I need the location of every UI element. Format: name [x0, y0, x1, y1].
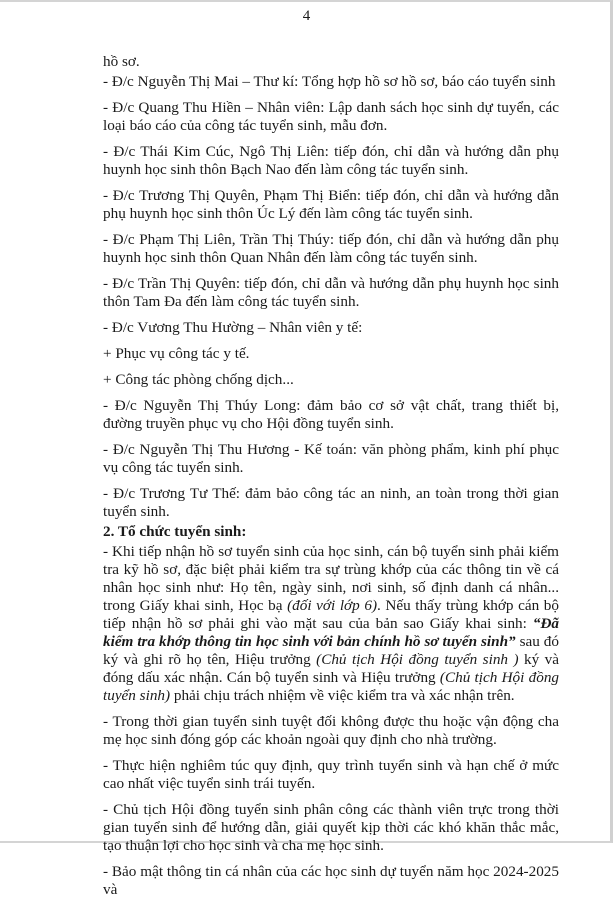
- section-heading: 2. Tổ chức tuyển sinh:: [103, 523, 247, 540]
- assignment-item: - Đ/c Trương Thị Quyên, Phạm Thị Biển: tiếp đón, chỉ dẫn và hướng dẫn phụ huynh học sinh thôn Úc Lý đến làm công tác tuyển sinh.: [103, 187, 559, 222]
- assignment-item: - Đ/c Nguyễn Thị Thúy Long: đảm bảo cơ sở vật chất, trang thiết bị, đường truyền phục vụ cho Hội đồng tuyển sinh.: [103, 397, 559, 432]
- verification-text: . Nếu thấy trùng khớp cán bộ tiếp nhận hồ sơ phải ghi vào mặt sau của bản sao Giấy khai sinh:: [103, 597, 559, 632]
- verification-italic-note: (đối với lớp 6): [287, 597, 377, 614]
- verification-italic-note: (Chủ tịch Hội đồng tuyển sinh ): [316, 651, 519, 668]
- verification-italic-note: (Chủ tịch Hội đồng tuyển sinh): [103, 669, 560, 704]
- verification-text: phải chịu trách nhiệm về việc kiểm tra và xác nhận trên.: [170, 687, 515, 704]
- assignment-item: - Đ/c Vương Thu Hường – Nhân viên y tế:: [103, 319, 363, 336]
- verification-paragraph: [103, 543, 559, 705]
- document-body: [103, 53, 559, 907]
- verification-text: ký và đóng dấu xác nhận. Cán bộ tuyển sinh và Hiệu trưởng: [103, 651, 559, 686]
- assignment-item: - Đ/c Phạm Thị Liên, Trần Thị Thúy: tiếp đón, chỉ dẫn và hướng dẫn phụ huynh học sinh thôn Quan Nhân đến làm công tác tuyển sinh.: [103, 231, 559, 266]
- verification-quote: “Đã kiểm tra khớp thông tin học sinh với bản chính hồ sơ tuyển sinh”: [103, 615, 559, 650]
- medical-duty-item: + Phục vụ công tác y tế.: [103, 345, 250, 362]
- medical-duty-item: + Công tác phòng chống dịch...: [103, 371, 294, 388]
- continuation-text: hồ sơ.: [103, 53, 140, 70]
- rule-item: - Chủ tịch Hội đồng tuyển sinh phân công các thành viên trực trong thời gian tuyển sinh để hướng dẫn, giải quyết kịp thời các khó khăn thắc mắc, tạo thuận lợi cho học sinh và cha mẹ học sinh.: [103, 801, 559, 854]
- page-number: 4: [302, 8, 311, 24]
- assignment-item: - Đ/c Thái Kim Cúc, Ngô Thị Liên: tiếp đón, chỉ dẫn và hướng dẫn phụ huynh học sinh thôn Bạch Nao đến làm công tác tuyển sinh.: [103, 143, 559, 178]
- verification-text: sau đó ký và ghi rõ họ tên, Hiệu trưởng: [103, 633, 559, 668]
- assignment-item: - Đ/c Trần Thị Quyên: tiếp đón, chỉ dẫn và hướng dẫn phụ huynh học sinh thôn Tam Đa đến làm công tác tuyển sinh.: [103, 275, 559, 310]
- rule-item: - Thực hiện nghiêm túc quy định, quy trình tuyển sinh và hạn chế ở mức cao nhất việc tuyển sinh trái tuyến.: [103, 757, 559, 792]
- verification-text: - Khi tiếp nhận hồ sơ tuyển sinh của học sinh, cán bộ tuyển sinh phải kiểm tra kỹ hồ sơ, đặc biệt phải kiểm tra sự trùng khớp của các thông tin về cá nhân học sinh như: Họ tên, ngày sinh, nơi sinh, số định danh cá nhân... trong Giấy khai sinh, Học bạ: [103, 543, 559, 614]
- assignment-item: - Đ/c Nguyễn Thị Mai – Thư kí: Tổng hợp hồ sơ hồ sơ, báo cáo tuyển sinh: [103, 73, 556, 90]
- assignment-item: - Đ/c Quang Thu Hiền – Nhân viên: Lập danh sách học sinh dự tuyển, các loại báo cáo của công tác tuyển sinh, mẫu đơn.: [103, 99, 559, 134]
- rule-item: - Bảo mật thông tin cá nhân của các học sinh dự tuyển năm học 2024-2025 và: [103, 863, 559, 898]
- rule-item: - Trong thời gian tuyển sinh tuyệt đối không được thu hoặc vận động cha mẹ học sinh đóng góp các khoản ngoài quy định cho nhà trường.: [103, 713, 559, 748]
- assignment-item: - Đ/c Nguyễn Thị Thu Hương - Kế toán: văn phòng phẩm, kinh phí phục vụ công tác tuyển sinh.: [103, 441, 559, 476]
- assignment-item: - Đ/c Trương Tư Thế: đảm bảo công tác an ninh, an toàn trong thời gian tuyển sinh.: [103, 485, 559, 520]
